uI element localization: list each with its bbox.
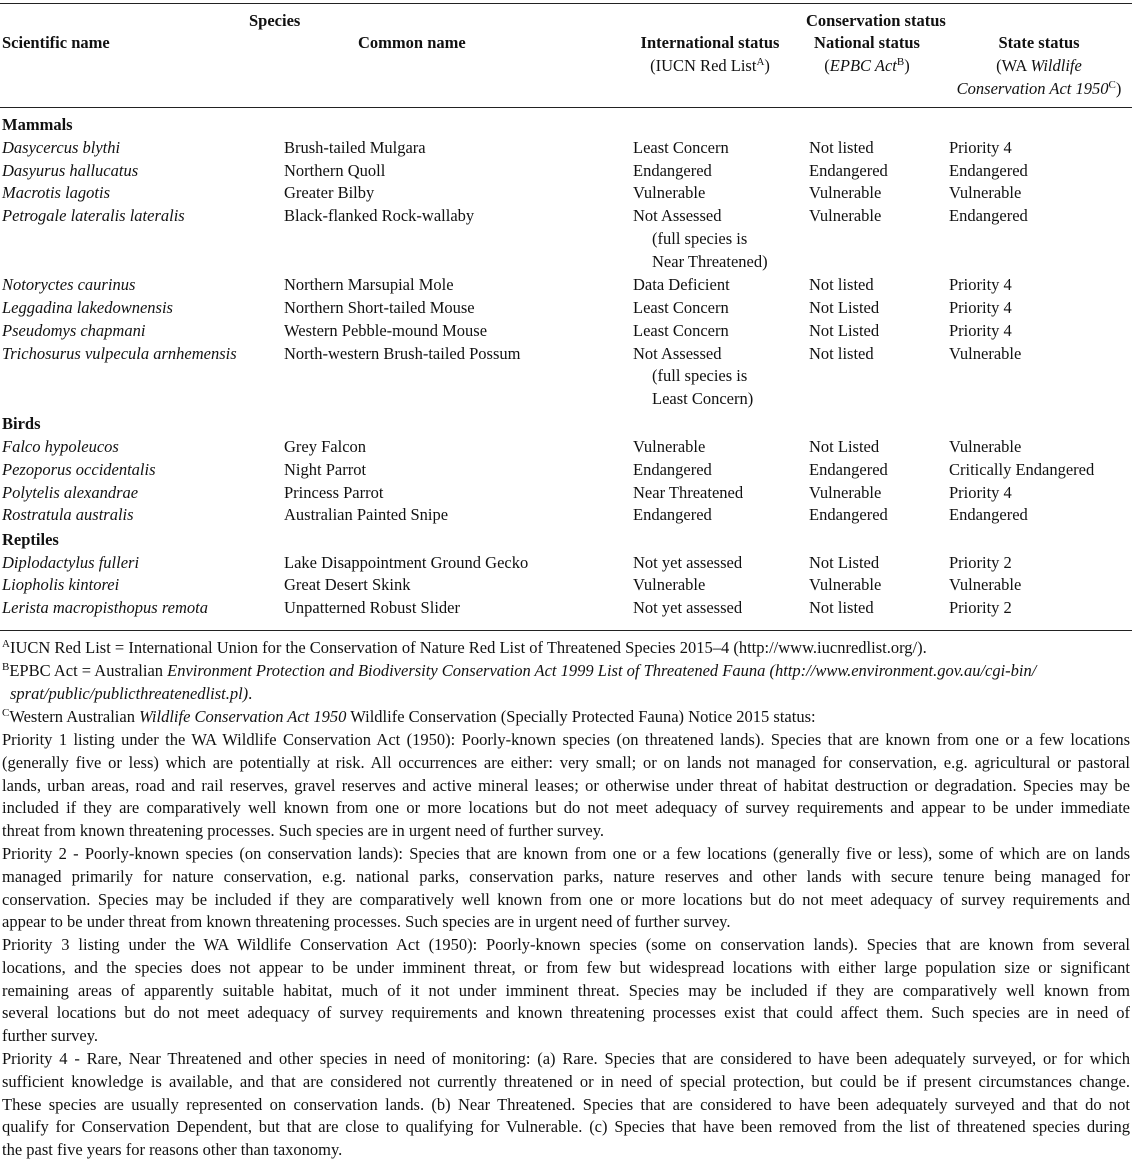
- national-status-cell: Not Listed: [809, 320, 880, 340]
- state-status-cell: Endangered: [949, 505, 1028, 525]
- national-status-cell: Not listed: [809, 275, 874, 295]
- common-name-cell: Grey Falcon: [284, 436, 367, 456]
- scientific-name-cell: Notoryctes caurinus: [2, 275, 136, 295]
- state-status-cell: Priority 2: [949, 552, 1012, 572]
- common-name-cell: Northern Quoll: [284, 160, 386, 180]
- national-status-header: [803, 32, 931, 78]
- species-group-header: Species: [249, 11, 301, 30]
- international-status-cell: (full species is: [652, 366, 748, 386]
- national-status-cell: Not listed: [809, 343, 874, 363]
- state-status-header: [946, 32, 1132, 100]
- common-name-cell: Lake Disappointment Ground Gecko: [284, 552, 529, 572]
- international-status-cell: Not Assessed: [633, 343, 722, 363]
- state-status-cell: Vulnerable: [949, 343, 1022, 363]
- national-status-cell: Endangered: [809, 459, 888, 479]
- common-name-cell: Black-flanked Rock-wallaby: [284, 206, 475, 226]
- state-status-cell: Critically Endangered: [949, 459, 1095, 479]
- state-status-cell: Priority 4: [949, 320, 1012, 340]
- international-status-cell: Least Concern: [633, 297, 729, 317]
- common-name-cell: Brush-tailed Mulgara: [284, 137, 426, 157]
- scientific-name-cell: Polytelis alexandrae: [2, 482, 139, 502]
- national-status-cell: Vulnerable: [809, 183, 882, 203]
- international-status-cell: Not yet assessed: [633, 598, 743, 618]
- common-name-cell: Night Parrot: [284, 459, 367, 479]
- scientific-name-cell: Liopholis kintorei: [2, 575, 120, 595]
- paragraph-line: managed primarily for nature conservation, e.g. national parks, conservation parks, nature reserves and other lands with secure tenure being managed for: [2, 866, 1130, 886]
- state-status-cell: Priority 4: [949, 137, 1012, 157]
- state-status-cell: Priority 4: [949, 297, 1012, 317]
- conservation-group-header: Conservation status: [806, 11, 946, 30]
- international-status-cell: Not yet assessed: [633, 552, 743, 572]
- paragraph-line: appear to be under threat from known threatening processes. Such species are in urgent need of further survey.: [2, 912, 731, 932]
- national-status-cell: Vulnerable: [809, 482, 882, 502]
- paragraph-line: further survey.: [2, 1026, 99, 1046]
- international-status-cell: Vulnerable: [633, 183, 706, 203]
- paragraph-line: locations, and the species does not appear to be under imminent threat, or from few but widespread locations with either large population size or significant: [2, 957, 1130, 977]
- table-bottom-rule: [0, 630, 1132, 631]
- national-status-cell: Not listed: [809, 598, 874, 618]
- common-name-cell: Western Pebble-mound Mouse: [284, 320, 488, 340]
- state-status-subtitle-line2: Conservation Act $1950^C$): [956, 78, 1122, 98]
- scientific-name-cell: Pseudomys chapmani: [2, 320, 146, 340]
- table-top-rule: [0, 3, 1132, 4]
- international-status-cell: Least Concern: [633, 137, 729, 157]
- paragraph-line: conservation. Species may be included if they are comparatively well known from one or more locations but do not meet adequacy of survey requirements and: [2, 889, 1130, 909]
- international-status-cell: Vulnerable: [633, 575, 706, 595]
- scientific-name-cell: Falco hypoleucos: [2, 436, 119, 456]
- paragraph-line: included if they are comparatively well known from one or more locations but do not meet adequacy of survey requirements and appear to be under immediate: [2, 798, 1130, 818]
- section-title-birds: Birds: [2, 413, 41, 433]
- footnote-a: $^A$IUCN Red List = International Union for the Conservation of Nature Red List of Threatened Species 2015–4 (http://www.iucnredlist.org/).: [2, 638, 927, 657]
- scientific-name-cell: Pezoporus occidentalis: [2, 459, 156, 479]
- common-name-cell: Princess Parrot: [284, 482, 384, 502]
- footnote-c: $^C$Western Australian Wildlife Conservation Act 1950 Wildlife Conservation (Specially Protected Fauna) Notice 2015 status:: [2, 707, 816, 726]
- priority-3-definition: [2, 934, 1130, 1048]
- state-status-cell: Endangered: [949, 206, 1028, 226]
- international-status-cell: Least Concern: [633, 320, 729, 340]
- state-status-cell: Vulnerable: [949, 436, 1022, 456]
- paragraph-line: qualify for Conservation Dependent, but that are close to qualifying for Vulnerable. (c) Species that have been removed from the list of threatened species during: [2, 1117, 1130, 1137]
- international-status-header: [628, 32, 792, 78]
- national-status-cell: Vulnerable: [809, 575, 882, 595]
- national-status-cell: Not Listed: [809, 297, 880, 317]
- scientific-name-cell: Petrogale lateralis lateralis: [2, 206, 185, 226]
- international-status-cell: Endangered: [633, 459, 712, 479]
- header-bottom-rule: [0, 107, 1132, 108]
- state-status-subtitle-line1: (WA Wildlife: [996, 55, 1082, 75]
- international-status-subtitle: (IUCN Red List$^A$): [650, 55, 770, 75]
- scientific-name-header: Scientific name: [2, 33, 110, 52]
- international-status-cell: Near Threatened): [652, 251, 768, 271]
- state-status-cell: Vulnerable: [949, 183, 1022, 203]
- national-status-cell: Endangered: [809, 160, 888, 180]
- paragraph-line: threat from known threatening processes. Such species are in urgent need of further survey.: [2, 821, 605, 841]
- state-status-cell: Priority 4: [949, 482, 1012, 502]
- international-status-cell: Vulnerable: [633, 436, 706, 456]
- scientific-name-cell: Leggadina lakedownensis: [2, 297, 173, 317]
- national-status-cell: Vulnerable: [809, 206, 882, 226]
- paragraph-line: sufficient knowledge is available, and that are considered not currently threatened or in need of special protection, but could be if present circumstances change.: [2, 1071, 1130, 1091]
- international-status-cell: (full species is: [652, 229, 748, 248]
- paragraph-line: These species are usually represented on conservation lands. (b) Near Threatened. Species that are considered to have been adequately surveyed and that do not: [2, 1094, 1130, 1114]
- footnote-b: $^B$EPBC Act = Australian Environment Protection and Biodiversity Conservation Act 1999 List of Threatened Fauna (http://www.environment.gov.au/cgi-bin/: [2, 661, 1037, 680]
- common-name-cell: Unpatterned Robust Slider: [284, 598, 460, 618]
- paragraph-line: (generally five or less) which are potentially at risk. All occurrences are either: very small; or on lands not managed for conservation, e.g. agricultural or pastoral: [2, 752, 1130, 772]
- international-status-cell: Not Assessed: [633, 206, 722, 226]
- priority-4-definition: [2, 1048, 1130, 1162]
- section-title-reptiles: Reptiles: [2, 529, 59, 549]
- paragraph-line: the past five years for reasons other than taxonomy.: [2, 1140, 343, 1160]
- paragraph-line: lands, urban areas, road and rail reserves, gravel reserves and active mineral leases; or otherwise under threat of habitat destruction or degradation. Species may be: [2, 775, 1130, 795]
- state-status-cell: Priority 2: [949, 598, 1012, 618]
- paragraph-line: Priority 2 - Poorly-known species (on conservation lands): Species that are known from one or a few locations (generally five or less), some of which are on lands: [2, 844, 1130, 863]
- national-status-subtitle: (EPBC Act$^B$): [824, 55, 910, 75]
- common-name-header: Common name: [358, 33, 466, 52]
- national-status-cell: Not listed: [809, 137, 874, 157]
- scientific-name-cell: Rostratula australis: [2, 505, 134, 525]
- national-status-cell: Endangered: [809, 505, 888, 525]
- common-name-cell: Great Desert Skink: [284, 575, 411, 595]
- state-status-cell: Vulnerable: [949, 575, 1022, 595]
- common-name-cell: Northern Marsupial Mole: [284, 275, 454, 295]
- priority-1-definition: [2, 729, 1130, 843]
- state-status-cell: Priority 4: [949, 275, 1012, 295]
- paragraph-line: Priority 4 - Rare, Near Threatened and other species in need of monitoring: (a) Rare. Species that are considered to have been adequately surveyed, or for which: [2, 1049, 1130, 1068]
- state-status-cell: Endangered: [949, 160, 1028, 180]
- common-name-cell: North-western Brush-tailed Possum: [284, 343, 521, 363]
- footnote-b-continued: sprat/public/publicthreatenedlist.pl).: [10, 684, 253, 703]
- paragraph-line: remaining areas of apparently suitable habitat, much of it not under imminent threat. Species may be included if they are comparatively well known from: [2, 980, 1130, 1000]
- scientific-name-cell: Macrotis lagotis: [2, 183, 111, 203]
- international-status-cell: Endangered: [633, 505, 712, 525]
- common-name-cell: Australian Painted Snipe: [284, 505, 449, 525]
- paragraph-line: Priority 3 listing under the WA Wildlife Conservation Act (1950): Poorly-known species (some on conservation lands). Species that are known from several: [2, 935, 1130, 954]
- international-status-cell: Near Threatened: [633, 482, 744, 502]
- national-status-cell: Not Listed: [809, 552, 880, 572]
- national-status-title: National status: [814, 33, 920, 52]
- state-status-title: State status: [998, 33, 1080, 52]
- international-status-cell: Data Deficient: [633, 275, 730, 295]
- common-name-cell: Greater Bilby: [284, 183, 375, 203]
- section-title-mammals: Mammals: [2, 115, 73, 134]
- paragraph-line: Priority 1 listing under the WA Wildlife Conservation Act (1950): Poorly-known species (on threatened lands). Species that are known from one or a few locations: [2, 730, 1130, 749]
- scientific-name-cell: Dasycercus blythi: [2, 137, 121, 157]
- common-name-cell: Northern Short-tailed Mouse: [284, 297, 475, 317]
- scientific-name-cell: Diplodactylus fulleri: [2, 552, 140, 572]
- international-status-cell: Least Concern): [652, 389, 754, 409]
- scientific-name-cell: Dasyurus hallucatus: [2, 160, 139, 180]
- priority-2-definition: [2, 843, 1130, 934]
- national-status-cell: Not Listed: [809, 436, 880, 456]
- scientific-name-cell: Lerista macropisthopus remota: [2, 598, 208, 618]
- scientific-name-cell: Trichosurus vulpecula arnhemensis: [2, 343, 237, 363]
- international-status-title: International status: [640, 33, 780, 52]
- paragraph-line: several locations but do not meet adequacy of survey requirements and known threatening processes exist that could affect them. Such species are in need of: [2, 1003, 1130, 1023]
- international-status-cell: Endangered: [633, 160, 712, 180]
